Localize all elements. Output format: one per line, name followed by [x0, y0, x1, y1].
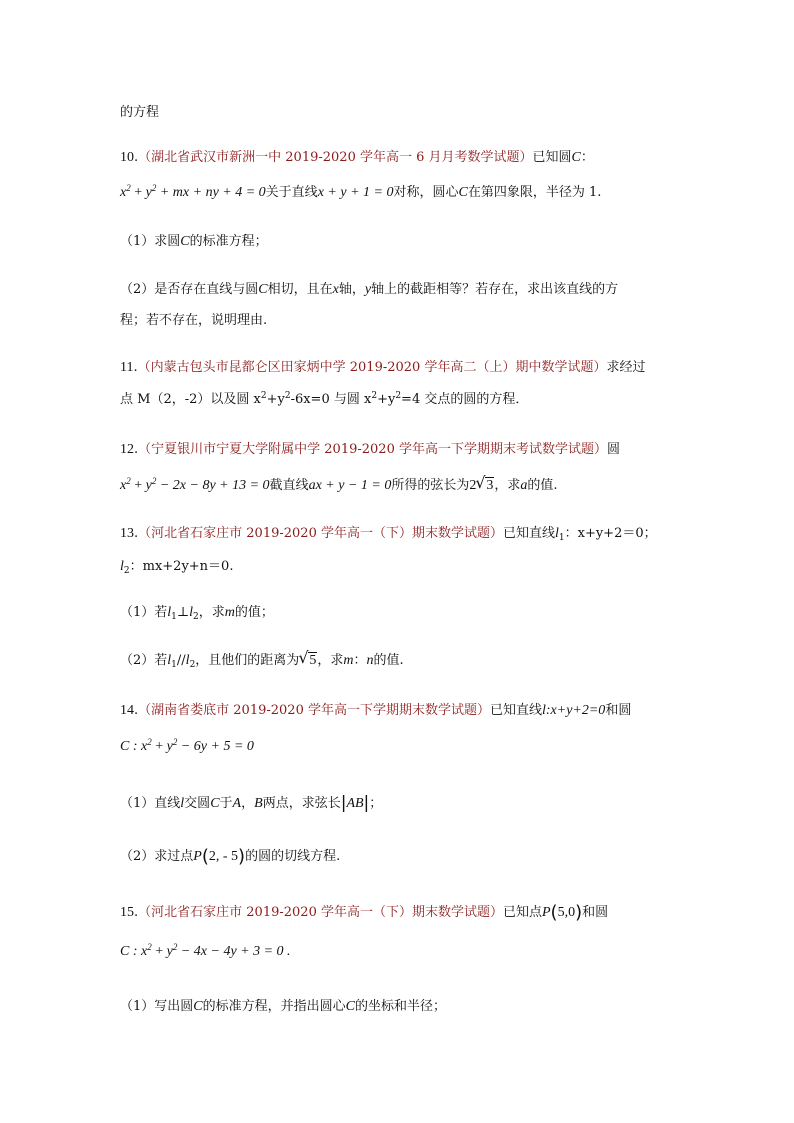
question-13-part-1: （1）若$l_1\perp l_2$，求m的值；	[120, 605, 274, 622]
question-source: （湖南省娄底市 2019-2020 学年高一下学期期末数学试题）	[138, 703, 490, 718]
text: 所得的弦长为	[391, 478, 470, 493]
line-equation: ：x+y+2＝0；	[564, 526, 657, 541]
circle-equation: C : $x^2 + y^2 - 4x - 4y + 3 = 0$ .	[120, 942, 291, 959]
question-15-circle-equation	[120, 942, 291, 962]
question-14-header	[120, 701, 631, 721]
text: +y	[266, 392, 285, 407]
dot: .	[134, 526, 139, 541]
text: 的方程	[120, 105, 160, 120]
math-var: m	[224, 605, 235, 620]
text: 的标准方程，并指出圆心	[202, 999, 346, 1014]
circle-equation: $x^2 + y^2 - 2x - 8y + 13 = 0$	[120, 476, 270, 493]
text: ：	[580, 150, 594, 165]
text: ，求	[494, 478, 521, 493]
math-var: C	[180, 234, 190, 249]
math-var: C	[210, 796, 220, 811]
math-var: P	[541, 905, 551, 920]
text: （2）若	[120, 653, 168, 668]
line-equation: ax + y − 1 = 0	[308, 478, 392, 493]
text: 的值；	[234, 605, 274, 620]
text: 已知直线	[502, 526, 555, 541]
question-14-part-1: （1）直线l交圆C于A，B两点，求弦长|AB|；	[120, 793, 383, 813]
dot: .	[133, 360, 138, 375]
question-number: 13	[120, 526, 134, 541]
text: （1）求圆	[120, 234, 181, 249]
text: 的坐标和半径；	[354, 999, 446, 1014]
question-15-part-1	[120, 997, 446, 1017]
text: ；	[369, 796, 383, 811]
sqrt-symbol: √ 5	[301, 651, 317, 671]
text: 轴上的截距相等？若存在，求出该直线的方	[371, 282, 619, 297]
math-var: l	[120, 559, 124, 574]
line-equation: x + y + 1 = 0	[317, 185, 394, 200]
math-number: 2	[469, 478, 477, 493]
paren: )	[238, 846, 246, 867]
text: 和圆	[582, 905, 609, 920]
circle-equation: C : $x^2 + y^2 - 6y + 5 = 0$	[120, 737, 254, 754]
line-equation: ：mx+2y+n＝0.	[129, 559, 234, 574]
text: （2）是否存在直线与圆	[120, 282, 259, 297]
question-10-part-2	[120, 280, 618, 300]
text: 和圆	[605, 703, 632, 718]
dot: .	[134, 150, 139, 165]
continued-text	[120, 103, 159, 123]
text: 对称，圆心	[393, 185, 459, 200]
text: 程；若不存在，说明理由.	[120, 313, 268, 328]
math-var: y	[364, 282, 372, 297]
question-11-header	[120, 358, 645, 378]
circle-equation: $x^2 + y^2$ + mx + ny + 4 = 0	[120, 183, 266, 200]
text: -6x=0 与圆 x	[290, 392, 372, 407]
text: 的值.	[373, 653, 404, 668]
paren: )	[575, 902, 583, 923]
sqrt-symbol: √ 3	[478, 476, 494, 496]
text: 交圆	[184, 796, 211, 811]
text: 的标准方程；	[189, 234, 268, 249]
question-13-header: 13.（河北省石家庄市 2019-2020 学年高一（下）期末数学试题）已知直线$l_1$：x+y+2＝0；	[120, 526, 657, 543]
line-equation: l:x+y+2=0	[541, 703, 606, 718]
question-number: 11	[120, 360, 134, 375]
dot: .	[134, 905, 139, 920]
question-10-part-1	[120, 232, 268, 252]
math-var: C	[193, 999, 203, 1014]
text: 的圆的切线方程.	[245, 849, 341, 864]
question-15-header	[120, 903, 608, 923]
question-number: 15	[120, 905, 134, 920]
math-var: n	[366, 653, 374, 668]
text: +y	[377, 392, 396, 407]
perpendicular-symbol: ⊥	[176, 605, 190, 620]
text: ，求	[317, 653, 344, 668]
math-var: a	[520, 478, 528, 493]
question-number: 12	[120, 442, 134, 457]
question-12-body	[120, 476, 558, 496]
text: 两点，求弦长	[262, 796, 341, 811]
text: 相切，且在	[267, 282, 333, 297]
math-var: C	[345, 999, 355, 1014]
text: ，求	[198, 605, 225, 620]
math-var: C	[458, 185, 468, 200]
text: 关于直线	[265, 185, 318, 200]
paren: (	[201, 846, 209, 867]
text: （1）写出圆	[120, 999, 194, 1014]
text: 已知点	[502, 905, 542, 920]
math-var: l	[554, 526, 559, 541]
question-13-part-2: （2）若$l_1//l_2$，且他们的距离为√ 5，求m：n的值.	[120, 651, 404, 671]
text: 点 M（2，-2）以及圆 x	[120, 392, 261, 407]
question-10-part-2-cont	[120, 311, 267, 331]
question-10-equation-line	[120, 183, 601, 203]
text: 已知圆	[532, 150, 572, 165]
dot: .	[134, 703, 139, 718]
parallel-symbol: //	[176, 653, 186, 668]
question-14-part-2	[120, 847, 340, 867]
question-source: （河北省石家庄市 2019-2020 学年高一（下）期末数学试题）	[138, 905, 503, 920]
math-var: B	[254, 796, 263, 811]
text: （1）直线	[120, 796, 181, 811]
text: （1）若	[120, 605, 168, 620]
paren: (	[550, 902, 558, 923]
text: 圆	[606, 442, 620, 457]
question-11-body: 点 M（2，-2）以及圆 $x^2+y^2-6x=0$ 与圆 $x^2+y^2=4$ 交点的圆的方程．	[120, 391, 529, 407]
math-var: l	[180, 796, 185, 811]
question-13-line-2: $l_2$：mx+2y+n＝0.	[120, 559, 234, 576]
question-14-circle-equation	[120, 737, 254, 757]
abs-bar: |	[340, 793, 347, 813]
text: =4 交点的圆的方程．	[401, 392, 529, 407]
question-10-header	[120, 148, 594, 168]
question-12-header	[120, 440, 620, 460]
math-var: AB	[346, 796, 364, 811]
point-coordinates: 5,0	[557, 905, 576, 920]
dot: .	[134, 442, 139, 457]
math-var: C	[258, 282, 268, 297]
text: 的值.	[527, 478, 558, 493]
text: ，且他们的距离为	[195, 653, 300, 668]
abs-bar: |	[363, 793, 370, 813]
point-coordinates: 2, - 5	[208, 849, 239, 864]
text: 在第四象限，半径为 1.	[467, 185, 602, 200]
math-var: C	[571, 150, 581, 165]
text: 于	[219, 796, 233, 811]
question-source: （河北省石家庄市 2019-2020 学年高一（下）期末数学试题）	[138, 526, 503, 541]
question-source: （宁夏银川市宁夏大学附属中学 2019-2020 学年高一下学期期末考试数学试题）	[138, 442, 607, 457]
math-var: x	[332, 282, 339, 297]
math-var: P	[193, 849, 202, 864]
text: 轴，	[338, 282, 365, 297]
question-number: 10	[120, 150, 134, 165]
text: 已知直线	[489, 703, 542, 718]
text: 求经过	[606, 360, 646, 375]
question-source: （内蒙古包头市昆都仑区田家炳中学 2019-2020 学年高二（上）期中数学试题）	[137, 360, 607, 375]
question-number: 14	[120, 703, 134, 718]
question-source: （湖北省武汉市新洲一中 2019-2020 学年高一 6 月月考数学试题）	[138, 150, 533, 165]
math-var: A	[232, 796, 242, 811]
text: 截直线	[269, 478, 309, 493]
text: （2）求过点	[120, 849, 194, 864]
